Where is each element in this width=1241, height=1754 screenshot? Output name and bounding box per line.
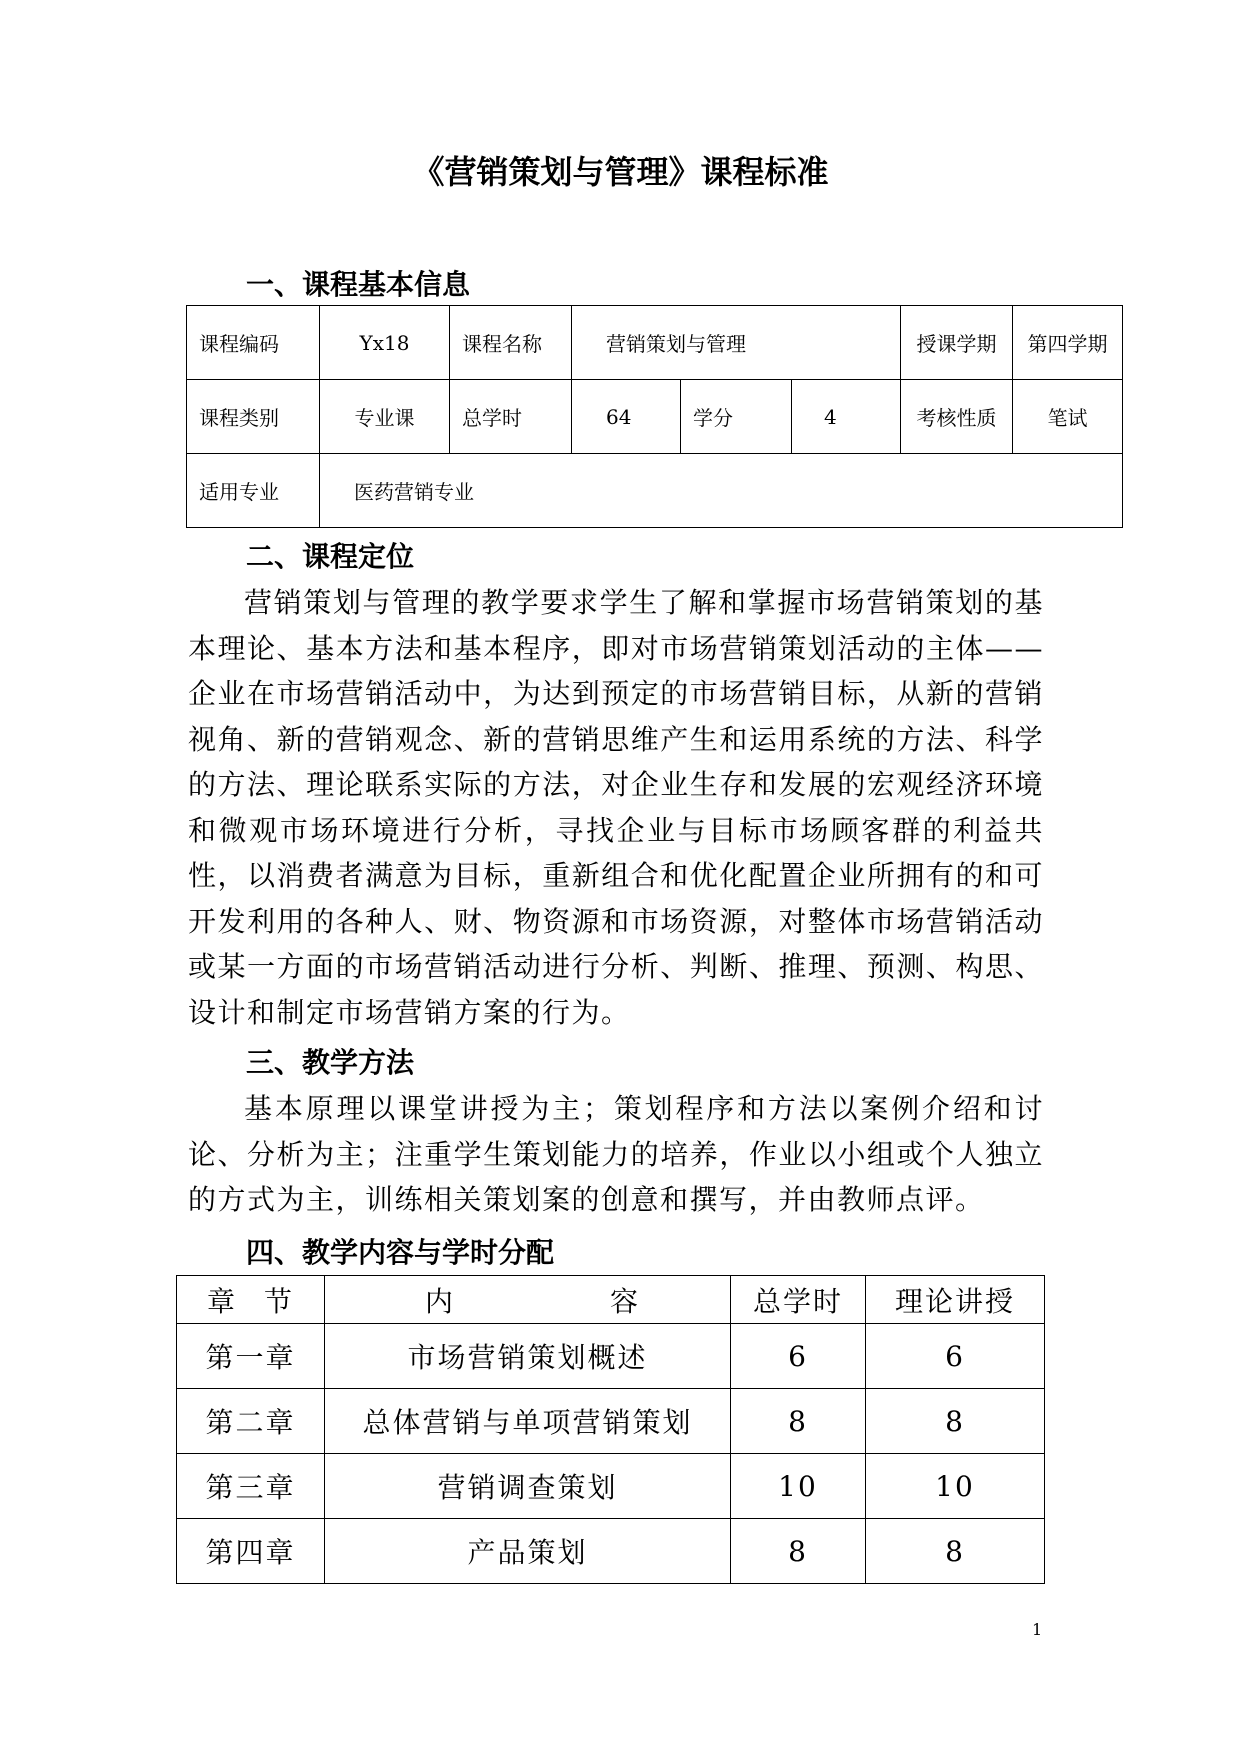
assessment-label: 考核性质 [901, 380, 1013, 454]
credit-label: 学分 [681, 380, 792, 454]
methods-paragraph: 基本原理以课堂讲授为主；策划程序和方法以案例介绍和讨论、分析为主；注重学生策划能力的培养，作业以小组或个人独立的方式为主，训练相关策划案的创意和撰写，并由教师点评。 [188, 1092, 1044, 1216]
course-code-value: Yx18 [320, 306, 450, 380]
header-chapter-part-1: 章 [207, 1284, 238, 1318]
table-row [177, 1389, 1045, 1454]
header-content-part-1: 内 [425, 1284, 456, 1318]
header-content [325, 1276, 731, 1324]
category-label: 课程类别 [187, 380, 320, 454]
header-total-hours: 总学时 [731, 1276, 866, 1324]
section-heading-basic-info: 一、课程基本信息 [246, 268, 471, 301]
header-theory-hours: 理论讲授 [866, 1276, 1045, 1324]
content-cell: 营销调查策划 [325, 1454, 731, 1519]
major-label: 适用专业 [187, 454, 320, 528]
course-name-label: 课程名称 [450, 306, 572, 380]
major-value: 医药营销专业 [320, 454, 1123, 528]
credit-value: 4 [792, 380, 901, 454]
course-info-table [186, 305, 1123, 528]
total-hours-value: 64 [572, 380, 681, 454]
category-value: 专业课 [320, 380, 450, 454]
total-hours-cell: 6 [731, 1324, 866, 1389]
chapter-cell: 第四章 [177, 1519, 325, 1584]
course-name-value: 营销策划与管理 [572, 306, 901, 380]
table-row [177, 1454, 1045, 1519]
table-row [177, 1519, 1045, 1584]
assessment-value: 笔试 [1013, 380, 1123, 454]
chapter-cell: 第二章 [177, 1389, 325, 1454]
header-chapter [177, 1276, 325, 1324]
chapter-cell: 第三章 [177, 1454, 325, 1519]
document-title: 《营销策划与管理》课程标准 [412, 153, 829, 191]
info-row-2 [187, 380, 1123, 454]
page-number: 1 [1032, 1620, 1043, 1639]
section-heading-positioning: 二、课程定位 [246, 540, 415, 573]
course-code-label: 课程编码 [187, 306, 320, 380]
content-cell: 市场营销策划概述 [325, 1324, 731, 1389]
info-row-1 [187, 306, 1123, 380]
info-row-3 [187, 454, 1123, 528]
section-heading-methods: 三、教学方法 [246, 1046, 415, 1079]
header-chapter-part-2: 节 [263, 1284, 294, 1318]
total-hours-cell: 8 [731, 1389, 866, 1454]
semester-value: 第四学期 [1013, 306, 1123, 380]
content-cell: 总体营销与单项营销策划 [325, 1389, 731, 1454]
content-cell: 产品策划 [325, 1519, 731, 1584]
theory-hours-cell: 10 [866, 1454, 1045, 1519]
content-hours-table [176, 1275, 1045, 1584]
total-hours-cell: 10 [731, 1454, 866, 1519]
positioning-paragraph: 营销策划与管理的教学要求学生了解和掌握市场营销策划的基本理论、基本方法和基本程序，即对市场营销策划活动的主体——企业在市场营销活动中，为达到预定的市场营销目标，从新的营销视角、新的营销观念、新的营销思维产生和运用系统的方法、科学的方法、理论联系实际的方法，对企业生存和发展的宏观经济环境和微观市场环境进行分析，寻找企业与目标市场顾客群的利益共性，以消费者满意为目标，重新组合和优化配置企业所拥有的和可开发利用的各种人、财、物资源和市场资源，对整体市场营销活动或某一方面的市场营销活动进行分析、判断、推理、预测、构思、设计和制定市场营销方案的行为。 [188, 586, 1044, 1029]
header-content-part-2: 容 [609, 1284, 640, 1318]
total-hours-cell: 8 [731, 1519, 866, 1584]
total-hours-label: 总学时 [450, 380, 572, 454]
theory-hours-cell: 6 [866, 1324, 1045, 1389]
theory-hours-cell: 8 [866, 1519, 1045, 1584]
content-table-header [177, 1276, 1045, 1324]
section-heading-content: 四、教学内容与学时分配 [246, 1236, 555, 1269]
semester-label: 授课学期 [901, 306, 1013, 380]
table-row [177, 1324, 1045, 1389]
chapter-cell: 第一章 [177, 1324, 325, 1389]
theory-hours-cell: 8 [866, 1389, 1045, 1454]
